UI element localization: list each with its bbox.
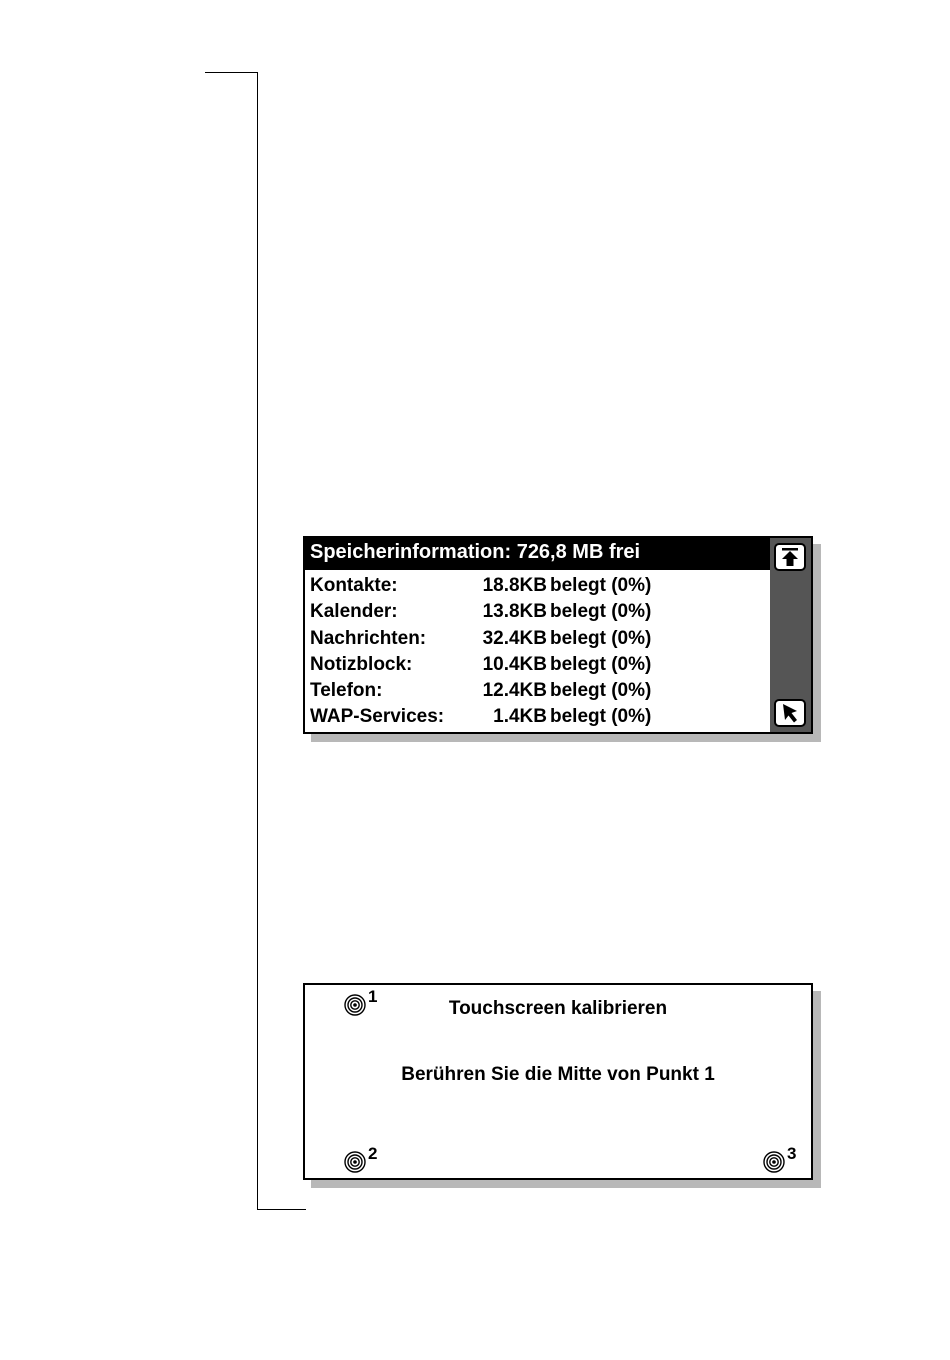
scroll-to-top-button[interactable] (774, 543, 806, 571)
memory-row-status: belegt (0%) (550, 575, 652, 596)
memory-row-status: belegt (0%) (550, 627, 652, 649)
memory-row-wap-services[interactable] (310, 704, 765, 730)
memory-row-label: Notizblock: (310, 653, 413, 675)
calibration-target-number: 2 (368, 1144, 378, 1163)
calibration-title: Touchscreen kalibrieren (448, 998, 668, 1019)
memory-row-label: Telefon: (310, 680, 383, 702)
calibration-target-3-icon[interactable] (763, 1151, 785, 1173)
scroll-to-top-icon (776, 545, 804, 569)
memory-row-label: WAP-Services: (310, 706, 445, 728)
memory-row-size: 1.4KB (493, 706, 547, 728)
memory-row-contacts[interactable] (310, 573, 765, 599)
calibration-target-number: 3 (787, 1144, 797, 1163)
memory-row-phone[interactable] (310, 678, 765, 704)
memory-row-notepad[interactable] (310, 652, 765, 678)
memory-list (310, 573, 765, 731)
memory-row-size: 13.8KB (482, 601, 547, 623)
memory-row-calendar[interactable] (310, 599, 765, 625)
memory-row-status: belegt (0%) (550, 601, 652, 623)
pointer-button[interactable] (774, 699, 806, 727)
pointer-arrow-icon (776, 701, 804, 725)
memory-row-label: Kontakte: (310, 575, 398, 596)
memory-row-label: Nachrichten: (310, 627, 427, 649)
memory-title-bar: Speicherinformation: 726,8 MB frei (305, 538, 770, 570)
scroll-strip (770, 538, 811, 732)
crop-mark-top (205, 72, 257, 73)
calibration-target-2-icon[interactable] (344, 1151, 366, 1173)
memory-info-screen (303, 536, 813, 734)
memory-row-messages[interactable] (310, 626, 765, 652)
memory-row-status: belegt (0%) (550, 653, 652, 675)
calibration-instruction: Berühren Sie die Mitte von Punkt 1 (401, 1064, 715, 1085)
memory-row-label: Kalender: (310, 601, 398, 623)
crop-mark-bottom (257, 1209, 306, 1210)
margin-rule (257, 72, 258, 1210)
memory-row-status: belegt (0%) (550, 680, 652, 702)
memory-row-status: belegt (0%) (550, 706, 652, 728)
memory-row-size: 32.4KB (482, 627, 547, 649)
memory-row-size: 10.4KB (482, 653, 547, 675)
memory-row-size: 12.4KB (482, 680, 547, 702)
calibration-screen[interactable] (303, 983, 813, 1180)
memory-row-size: 18.8KB (482, 575, 547, 596)
calibration-target-number: 1 (368, 987, 378, 1006)
